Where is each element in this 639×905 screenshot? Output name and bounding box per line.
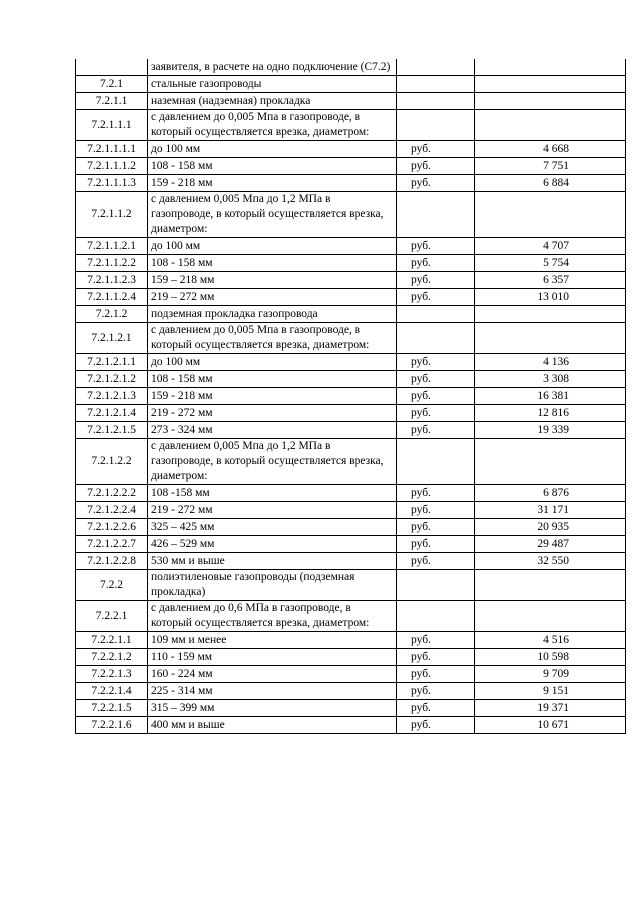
row-unit-cell: руб.: [397, 141, 475, 158]
row-name-cell: до 100 мм: [148, 354, 397, 371]
row-name-cell: 108 - 158 мм: [148, 371, 397, 388]
row-name-cell: до 100 мм: [148, 238, 397, 255]
row-price-cell: 9 709: [475, 666, 626, 683]
row-code-cell: 7.2.1.2.2.2: [76, 485, 148, 502]
row-price-cell: 5 754: [475, 255, 626, 272]
row-price-cell: 31 171: [475, 502, 626, 519]
row-name-cell: 530 мм и выше: [148, 553, 397, 570]
row-code-cell: 7.2.1.1.1.3: [76, 175, 148, 192]
row-code-cell: 7.2.1.1.2.4: [76, 289, 148, 306]
row-name-cell: 273 - 324 мм: [148, 422, 397, 439]
row-name-cell: 109 мм и менее: [148, 632, 397, 649]
row-name-cell: 325 – 425 мм: [148, 519, 397, 536]
row-price-cell: [475, 570, 626, 601]
row-unit-cell: [397, 192, 475, 238]
row-price-cell: 12 816: [475, 405, 626, 422]
row-name-cell: с давлением до 0,6 МПа в газопроводе, в который осуществляется врезка, диаметром:: [148, 601, 397, 632]
row-name-cell: полиэтиленовые газопроводы (подземная прокладка): [148, 570, 397, 601]
row-unit-cell: руб.: [397, 536, 475, 553]
table-row: [76, 371, 626, 388]
table-row: [76, 485, 626, 502]
row-unit-cell: руб.: [397, 175, 475, 192]
row-code-cell: 7.2.1.2.1: [76, 323, 148, 354]
table-row: [76, 354, 626, 371]
row-code-cell: 7.2.1.2.2.7: [76, 536, 148, 553]
row-unit-cell: руб.: [397, 255, 475, 272]
row-name-cell: заявителя, в расчете на одно подключение (С7.2): [148, 59, 397, 76]
table-row: [76, 289, 626, 306]
table-row: [76, 632, 626, 649]
row-code-cell: 7.2.1.2.1.5: [76, 422, 148, 439]
row-code-cell: 7.2.2.1.5: [76, 700, 148, 717]
table-row: [76, 553, 626, 570]
table-row: [76, 439, 626, 485]
row-code-cell: 7.2.2.1.1: [76, 632, 148, 649]
row-code-cell: 7.2.1.1.2.2: [76, 255, 148, 272]
row-price-cell: 20 935: [475, 519, 626, 536]
row-unit-cell: [397, 110, 475, 141]
row-unit-cell: руб.: [397, 289, 475, 306]
table-row: [76, 238, 626, 255]
row-unit-cell: руб.: [397, 519, 475, 536]
row-price-cell: 13 010: [475, 289, 626, 306]
row-unit-cell: руб.: [397, 422, 475, 439]
row-code-cell: 7.2.1.2.2.6: [76, 519, 148, 536]
row-name-cell: 219 - 272 мм: [148, 405, 397, 422]
row-price-cell: 4 668: [475, 141, 626, 158]
row-name-cell: подземная прокладка газопровода: [148, 306, 397, 323]
row-code-cell: 7.2.1.1.1.2: [76, 158, 148, 175]
row-name-cell: 110 - 159 мм: [148, 649, 397, 666]
row-price-cell: [475, 110, 626, 141]
table-row: [76, 422, 626, 439]
row-price-cell: 16 381: [475, 388, 626, 405]
row-price-cell: 3 308: [475, 371, 626, 388]
row-unit-cell: руб.: [397, 238, 475, 255]
row-price-cell: 10 598: [475, 649, 626, 666]
row-price-cell: 7 751: [475, 158, 626, 175]
table-row: [76, 536, 626, 553]
row-code-cell: 7.2.2.1.3: [76, 666, 148, 683]
row-name-cell: с давлением 0,005 Мпа до 1,2 МПа в газопроводе, в который осуществляется врезка, диаметром:: [148, 192, 397, 238]
row-name-cell: с давлением до 0,005 Мпа в газопроводе, в который осуществляется врезка, диаметром:: [148, 110, 397, 141]
row-price-cell: 6 876: [475, 485, 626, 502]
row-unit-cell: руб.: [397, 502, 475, 519]
row-unit-cell: [397, 93, 475, 110]
row-unit-cell: руб.: [397, 388, 475, 405]
row-price-cell: [475, 59, 626, 76]
table-row: [76, 700, 626, 717]
row-code-cell: 7.2.1.2.1.4: [76, 405, 148, 422]
row-price-cell: 9 151: [475, 683, 626, 700]
row-code-cell: 7.2.1.1.1.1: [76, 141, 148, 158]
tariff-table-body: [76, 59, 626, 734]
table-row: [76, 502, 626, 519]
row-price-cell: 29 487: [475, 536, 626, 553]
row-code-cell: 7.2.1.2.2: [76, 439, 148, 485]
row-price-cell: [475, 93, 626, 110]
row-name-cell: до 100 мм: [148, 141, 397, 158]
table-row: [76, 141, 626, 158]
table-row: [76, 93, 626, 110]
row-code-cell: 7.2.1: [76, 76, 148, 93]
row-code-cell: 7.2.1.2.2.8: [76, 553, 148, 570]
row-price-cell: [475, 192, 626, 238]
table-row: [76, 110, 626, 141]
row-code-cell: 7.2.2: [76, 570, 148, 601]
row-price-cell: [475, 323, 626, 354]
table-row: [76, 388, 626, 405]
table-row: [76, 192, 626, 238]
row-code-cell: 7.2.2.1.2: [76, 649, 148, 666]
row-unit-cell: руб.: [397, 700, 475, 717]
table-row: [76, 158, 626, 175]
table-row: [76, 717, 626, 734]
row-unit-cell: руб.: [397, 272, 475, 289]
table-row: [76, 76, 626, 93]
row-code-cell: 7.2.1.1.2: [76, 192, 148, 238]
row-name-cell: 219 – 272 мм: [148, 289, 397, 306]
row-price-cell: 32 550: [475, 553, 626, 570]
row-price-cell: [475, 76, 626, 93]
row-price-cell: 6 884: [475, 175, 626, 192]
row-code-cell: 7.2.1.2.1.3: [76, 388, 148, 405]
row-unit-cell: [397, 601, 475, 632]
row-unit-cell: руб.: [397, 371, 475, 388]
row-price-cell: 4 516: [475, 632, 626, 649]
row-name-cell: 159 - 218 мм: [148, 175, 397, 192]
row-code-cell: 7.2.1.1.2.1: [76, 238, 148, 255]
row-unit-cell: руб.: [397, 405, 475, 422]
row-name-cell: 400 мм и выше: [148, 717, 397, 734]
row-code-cell: 7.2.1.2.2.4: [76, 502, 148, 519]
row-code-cell: 7.2.1.2.1.2: [76, 371, 148, 388]
row-name-cell: 108 - 158 мм: [148, 255, 397, 272]
row-price-cell: [475, 439, 626, 485]
table-row: [76, 570, 626, 601]
row-price-cell: 4 707: [475, 238, 626, 255]
row-price-cell: 6 357: [475, 272, 626, 289]
row-unit-cell: [397, 59, 475, 76]
table-row: [76, 666, 626, 683]
table-row: [76, 272, 626, 289]
row-unit-cell: руб.: [397, 485, 475, 502]
table-row: [76, 405, 626, 422]
row-unit-cell: [397, 306, 475, 323]
row-name-cell: 160 - 224 мм: [148, 666, 397, 683]
table-row: [76, 255, 626, 272]
row-name-cell: 159 - 218 мм: [148, 388, 397, 405]
row-unit-cell: руб.: [397, 553, 475, 570]
row-unit-cell: [397, 570, 475, 601]
table-row: [76, 519, 626, 536]
row-unit-cell: руб.: [397, 649, 475, 666]
table-row: [76, 323, 626, 354]
row-code-cell: 7.2.1.1: [76, 93, 148, 110]
row-code-cell: [76, 59, 148, 76]
row-price-cell: 19 339: [475, 422, 626, 439]
row-unit-cell: руб.: [397, 632, 475, 649]
row-name-cell: 315 – 399 мм: [148, 700, 397, 717]
row-unit-cell: [397, 323, 475, 354]
table-row: [76, 175, 626, 192]
row-code-cell: 7.2.1.2.1.1: [76, 354, 148, 371]
row-name-cell: с давлением до 0,005 Мпа в газопроводе, в который осуществляется врезка, диаметром:: [148, 323, 397, 354]
row-code-cell: 7.2.1.1.2.3: [76, 272, 148, 289]
row-code-cell: 7.2.1.2: [76, 306, 148, 323]
table-row: [76, 683, 626, 700]
row-name-cell: 225 - 314 мм: [148, 683, 397, 700]
table-row: [76, 59, 626, 76]
row-unit-cell: [397, 439, 475, 485]
row-code-cell: 7.2.1.1.1: [76, 110, 148, 141]
row-unit-cell: руб.: [397, 717, 475, 734]
row-code-cell: 7.2.2.1.6: [76, 717, 148, 734]
row-name-cell: наземная (надземная) прокладка: [148, 93, 397, 110]
row-code-cell: 7.2.2.1.4: [76, 683, 148, 700]
row-unit-cell: [397, 76, 475, 93]
row-name-cell: 219 - 272 мм: [148, 502, 397, 519]
row-name-cell: 108 -158 мм: [148, 485, 397, 502]
row-unit-cell: руб.: [397, 158, 475, 175]
table-row: [76, 601, 626, 632]
row-name-cell: 159 – 218 мм: [148, 272, 397, 289]
row-price-cell: 4 136: [475, 354, 626, 371]
table-row: [76, 649, 626, 666]
row-price-cell: [475, 601, 626, 632]
row-unit-cell: руб.: [397, 354, 475, 371]
tariff-table: [75, 59, 626, 734]
row-code-cell: 7.2.2.1: [76, 601, 148, 632]
table-row: [76, 306, 626, 323]
row-price-cell: 19 371: [475, 700, 626, 717]
row-unit-cell: руб.: [397, 683, 475, 700]
row-name-cell: 426 – 529 мм: [148, 536, 397, 553]
row-price-cell: [475, 306, 626, 323]
row-name-cell: с давлением 0,005 Мпа до 1,2 МПа в газопроводе, в который осуществляется врезка, диаметром:: [148, 439, 397, 485]
row-name-cell: стальные газопроводы: [148, 76, 397, 93]
row-name-cell: 108 - 158 мм: [148, 158, 397, 175]
row-price-cell: 10 671: [475, 717, 626, 734]
row-unit-cell: руб.: [397, 666, 475, 683]
